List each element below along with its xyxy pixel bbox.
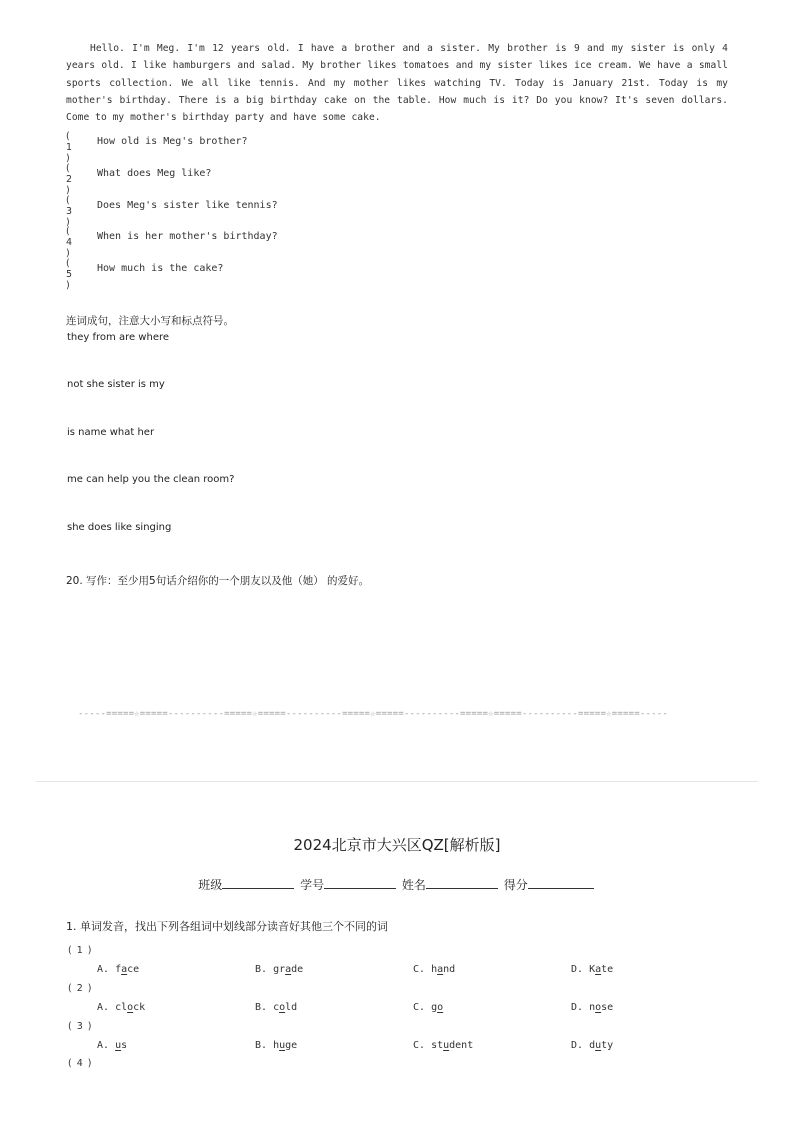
- option-d: D. duty: [571, 1040, 614, 1051]
- question-number: ( 2 ): [66, 163, 74, 196]
- option-c: C. go: [413, 1002, 444, 1013]
- question-text: Does Meg's sister like tennis?: [97, 200, 278, 211]
- reading-passage: [66, 40, 728, 126]
- scramble-item: is name what her: [67, 427, 155, 438]
- option-c: C. hand: [413, 964, 456, 975]
- class-label: 班级: [198, 878, 223, 892]
- score-blank[interactable]: [528, 876, 594, 889]
- group-number: ( 3 ): [68, 1021, 93, 1032]
- scramble-instructions: 连词成句，注意大小写和标点符号。: [66, 315, 234, 327]
- passage-text: Hello. I'm Meg. I'm 12 years old. I have a brother and a sister. My brother is 9 and my sister is only 4 years old. I like hamburgers and salad. My brother likes tomatoes and my sister likes ice cream. We have a small sports collection. We all like tennis. And my mother likes watching TV. Today is January 21st. Today is my mother's birthday. There is a big birthday cake on the table. How much is it? Do you know? It's seven dollars. Come to my mother's birthday party and have some cake.: [66, 43, 728, 124]
- scramble-item: not she sister is my: [67, 379, 165, 390]
- scramble-item: she does like singing: [67, 522, 172, 533]
- writing-task: 20. 写作：至少用5句话介绍你的一个朋友以及他（她） 的爱好。: [66, 575, 370, 587]
- student-info-row: [0, 876, 794, 893]
- class-blank[interactable]: [222, 876, 294, 889]
- student-id-blank[interactable]: [324, 876, 396, 889]
- question-text: When is her mother's birthday?: [97, 231, 278, 242]
- option-a: A. us: [97, 1040, 128, 1051]
- option-c: C. student: [413, 1040, 474, 1051]
- student-id-label: 学号: [300, 878, 325, 892]
- question-number: ( 5 ): [66, 258, 74, 291]
- name-label: 姓名: [401, 878, 426, 892]
- question-text: How old is Meg's brother?: [97, 136, 248, 147]
- decorative-divider: -----=====☆=====----------=====☆=====----------=====☆=====----------=====☆=====----------=====☆=====-----: [78, 709, 668, 719]
- option-a: A. face: [97, 964, 140, 975]
- part1-instructions: 1. 单词发音，找出下列各组词中划线部分读音好其他三个不同的词: [66, 920, 388, 933]
- question-number: ( 1 ): [66, 131, 74, 164]
- option-d: D. nose: [571, 1002, 614, 1013]
- option-a: A. clock: [97, 1002, 146, 1013]
- group-number: ( 2 ): [68, 983, 93, 994]
- option-b: B. cold: [255, 1002, 298, 1013]
- document-title: 2024北京市大兴区QZ[解析版]: [293, 836, 501, 854]
- group-number: ( 4 ): [68, 1058, 93, 1069]
- option-d: D. Kate: [571, 964, 614, 975]
- group-number: ( 1 ): [68, 945, 93, 956]
- page-break-line: [36, 781, 758, 782]
- question-number: ( 4 ): [66, 226, 74, 259]
- question-text: What does Meg like?: [97, 168, 212, 179]
- scramble-item: they from are where: [67, 332, 170, 343]
- option-b: B. huge: [255, 1040, 298, 1051]
- scramble-item: me can help you the clean room?: [67, 474, 235, 485]
- question-number: ( 3 ): [66, 195, 74, 228]
- score-label: 得分: [503, 878, 528, 892]
- question-text: How much is the cake?: [97, 263, 224, 274]
- option-b: B. grade: [255, 964, 304, 975]
- name-blank[interactable]: [426, 876, 498, 889]
